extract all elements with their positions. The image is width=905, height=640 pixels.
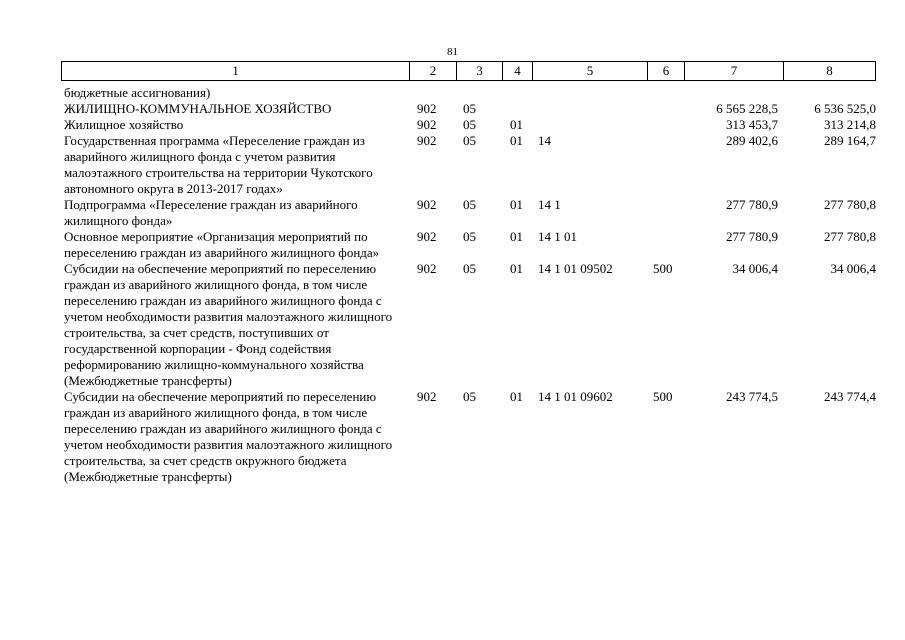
header-col-6: 6 bbox=[648, 62, 685, 80]
cell-col-7: 243 774,5 bbox=[726, 389, 778, 404]
cell-col-2: 902 bbox=[417, 389, 437, 404]
cell-col-5: 14 1 01 09502 bbox=[538, 261, 613, 276]
row-name: Жилищное хозяйство bbox=[64, 117, 184, 132]
cell-col-3: 05 bbox=[463, 389, 476, 404]
header-col-5: 5 bbox=[533, 62, 648, 80]
row-name: Субсидии на обеспечение мероприятий по переселению граждан из аварийного жилищного фонда, в том числе переселению граждан из аварийного жилищного фонда с учетом необходимости развития малоэтажного жилищного строительства, за счет средств окружного бюджета (Межбюджетные трансферты) bbox=[64, 389, 393, 484]
cell-col-6: 500 bbox=[653, 389, 673, 404]
cell-col-7: 34 006,4 bbox=[732, 261, 778, 276]
cell-col-4: 01 bbox=[510, 117, 523, 132]
cell-col-3: 05 bbox=[463, 229, 476, 244]
cell-col-3: 05 bbox=[463, 101, 476, 116]
cell-col-4: 01 bbox=[510, 229, 523, 244]
table-row bbox=[0, 261, 905, 389]
cell-col-8: 6 536 525,0 bbox=[814, 101, 876, 116]
cell-col-8: 313 214,8 bbox=[824, 117, 876, 132]
cell-col-4: 01 bbox=[510, 197, 523, 212]
page-number: 81 bbox=[447, 46, 458, 58]
header-col-1: 1 bbox=[62, 62, 410, 80]
cell-col-3: 05 bbox=[463, 261, 476, 276]
header-col-8: 8 bbox=[826, 63, 833, 78]
cell-col-5: 14 bbox=[538, 133, 551, 148]
cell-col-2: 902 bbox=[417, 261, 437, 276]
table-row bbox=[0, 133, 905, 197]
cell-col-8: 243 774,4 bbox=[824, 389, 876, 404]
cell-col-3: 05 bbox=[463, 117, 476, 132]
row-name: Подпрограмма «Переселение граждан из аварийного жилищного фонда» bbox=[64, 197, 358, 228]
header-col-4: 4 bbox=[503, 62, 533, 80]
cell-col-4: 01 bbox=[510, 389, 523, 404]
cell-col-2: 902 bbox=[417, 133, 437, 148]
cell-col-4: 01 bbox=[510, 261, 523, 276]
table-row bbox=[0, 229, 905, 261]
row-name: бюджетные ассигнования) bbox=[64, 85, 211, 100]
table-row bbox=[0, 389, 905, 485]
cell-col-8: 277 780,8 bbox=[824, 197, 876, 212]
row-name: Основное мероприятие «Организация мероприятий по переселению граждан из аварийного жилищного фонда» bbox=[64, 229, 380, 260]
table-body bbox=[0, 85, 905, 485]
cell-col-7: 289 402,6 bbox=[726, 133, 778, 148]
table-row bbox=[0, 197, 905, 229]
header-col-2: 2 bbox=[410, 62, 457, 80]
row-name: Государственная программа «Переселение граждан из аварийного жилищного фонда с учетом развития малоэтажного строительства на территории Чукотского автономного округа в 2013-2017 годах» bbox=[64, 133, 373, 196]
table-row bbox=[0, 85, 905, 101]
cell-col-2: 902 bbox=[417, 101, 437, 116]
cell-col-2: 902 bbox=[417, 229, 437, 244]
table-row bbox=[0, 101, 905, 117]
cell-col-8: 289 164,7 bbox=[824, 133, 876, 148]
cell-col-7: 6 565 228,5 bbox=[716, 101, 778, 116]
cell-col-7: 277 780,9 bbox=[726, 229, 778, 244]
cell-col-7: 313 453,7 bbox=[726, 117, 778, 132]
cell-col-5: 14 1 01 bbox=[538, 229, 577, 244]
row-name: Субсидии на обеспечение мероприятий по переселению граждан из аварийного жилищного фонда, в том числе переселению граждан из аварийного жилищного фонда с учетом необходимости развития малоэтажного жилищного строительства, за счет средств, поступивших от государственной корпорации - Фонд содействия реформированию жилищно-коммунального хозяйства (Межбюджетные трансферты) bbox=[64, 261, 393, 388]
cell-col-5: 14 1 bbox=[538, 197, 561, 212]
cell-col-4: 01 bbox=[510, 133, 523, 148]
header-col-3: 3 bbox=[457, 62, 503, 80]
header-col-7: 7 bbox=[685, 62, 784, 80]
cell-col-6: 500 bbox=[653, 261, 673, 276]
row-name: ЖИЛИЩНО-КОММУНАЛЬНОЕ ХОЗЯЙСТВО bbox=[64, 101, 332, 116]
cell-col-7: 277 780,9 bbox=[726, 197, 778, 212]
cell-col-3: 05 bbox=[463, 197, 476, 212]
cell-col-2: 902 bbox=[417, 117, 437, 132]
table-row bbox=[0, 117, 905, 133]
cell-col-8: 277 780,8 bbox=[824, 229, 876, 244]
cell-col-5: 14 1 01 09602 bbox=[538, 389, 613, 404]
cell-col-3: 05 bbox=[463, 133, 476, 148]
table-header-row bbox=[61, 61, 876, 81]
cell-col-8: 34 006,4 bbox=[830, 261, 876, 276]
cell-col-2: 902 bbox=[417, 197, 437, 212]
